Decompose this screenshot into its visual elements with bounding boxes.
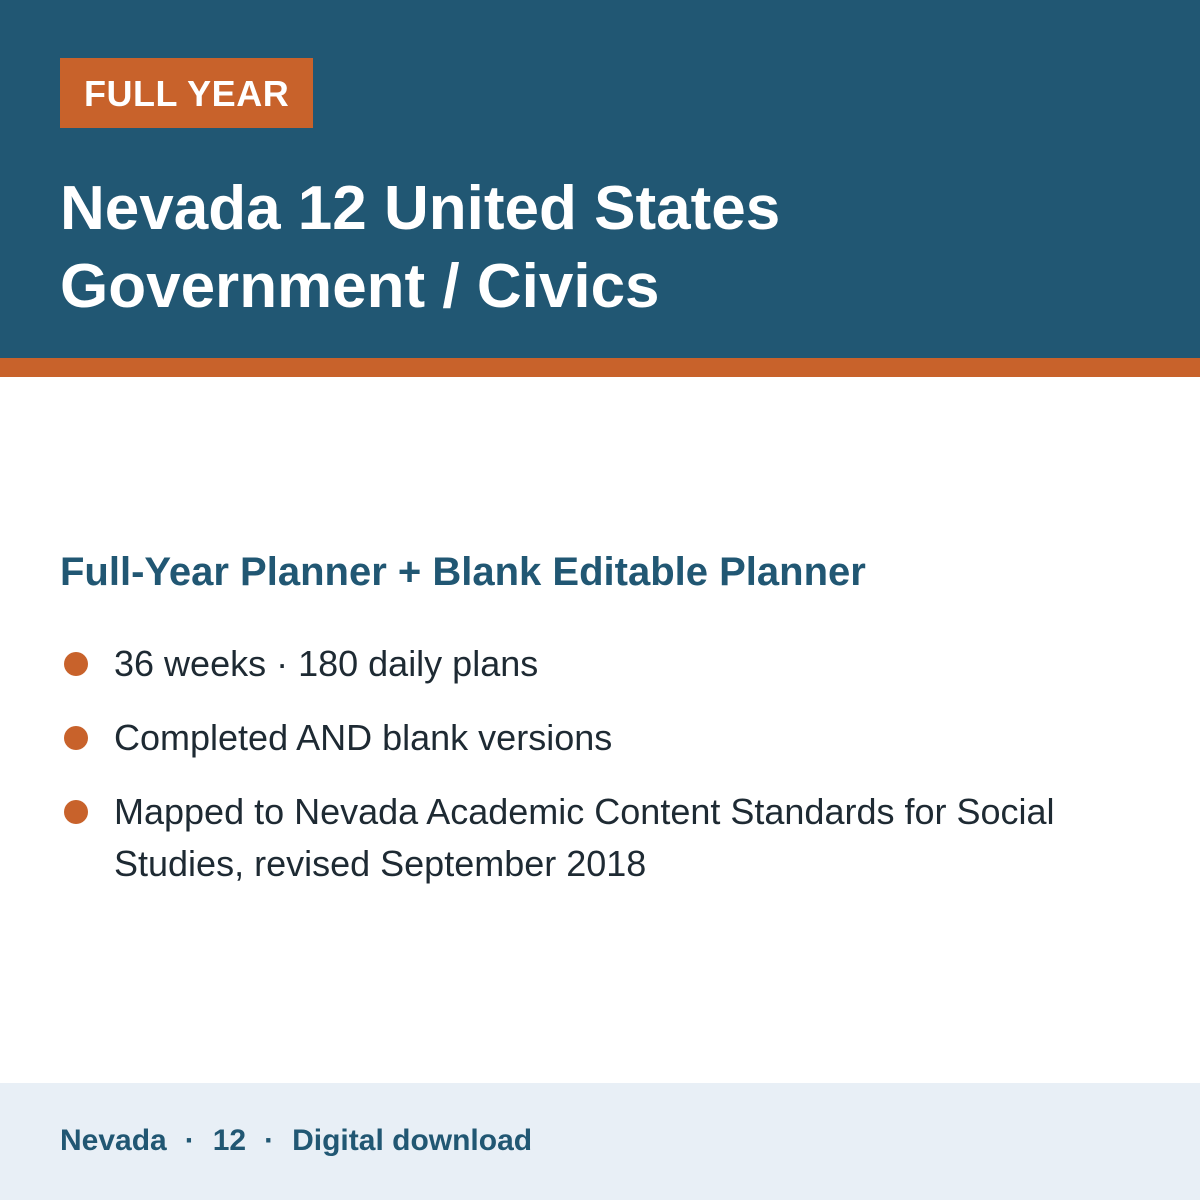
feature-text: Completed AND blank versions <box>114 717 613 758</box>
footer-bar <box>0 1083 1200 1200</box>
product-subtitle: Full-Year Planner + Blank Editable Planner <box>60 550 866 594</box>
footer-state: Nevada <box>60 1124 167 1157</box>
footer-separator: · <box>184 1124 195 1157</box>
footer-format: Digital download <box>292 1124 533 1157</box>
bullet-dot-icon <box>64 726 88 750</box>
feature-text: Mapped to Nevada Academic Content Standards for Social Studies, revised September 2018 <box>114 791 1055 884</box>
title-line-2: Government / Civics <box>60 252 660 321</box>
accent-divider <box>0 358 1200 377</box>
list-item <box>60 786 1140 890</box>
header-banner <box>0 0 1200 358</box>
footer-grade: 12 <box>212 1124 247 1157</box>
page-title <box>60 170 1140 326</box>
full-year-badge: FULL YEAR <box>60 58 313 128</box>
footer-separator: · <box>264 1124 275 1157</box>
bullet-dot-icon <box>64 652 88 676</box>
bullet-dot-icon <box>64 800 88 824</box>
title-line-1: Nevada 12 United States <box>60 174 781 243</box>
feature-list <box>60 638 1140 912</box>
feature-text: 36 weeks · 180 daily plans <box>114 643 539 684</box>
list-item <box>60 712 1140 764</box>
list-item <box>60 638 1140 690</box>
footer-meta <box>60 1121 532 1161</box>
